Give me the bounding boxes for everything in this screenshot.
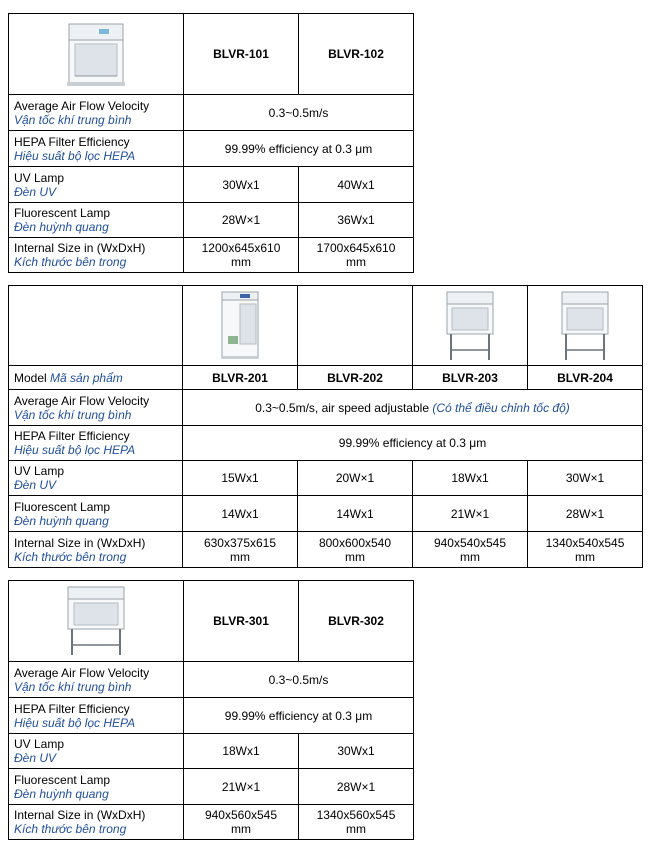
spec-label-uv	[9, 167, 184, 203]
fluorescent-value: 14Wx1	[183, 496, 298, 532]
empty-image-cell	[298, 286, 413, 366]
airflow-value: 0.3~0.5m/s, air speed adjustable (Có thể điều chỉnh tốc độ)	[183, 390, 643, 426]
hepa-value: 99.99% efficiency at 0.3 μm	[184, 131, 414, 167]
empty-header-cell	[9, 286, 183, 366]
stand-cabinet-icon	[60, 585, 132, 657]
model-name: BLVR-101	[184, 14, 299, 95]
label-vi: Mã sản phẩm	[50, 370, 123, 385]
fluorescent-value: 28W×1	[299, 769, 414, 805]
label-vi: Vận tốc khí trung bình	[14, 407, 132, 422]
label-vi: Hiệu suất bộ lọc HEPA	[14, 443, 136, 457]
label-vi: Đèn UV	[14, 184, 57, 199]
product-image-cell	[9, 581, 184, 662]
stand-cabinet-icon	[441, 290, 499, 362]
label-vi: Hiệu suất bộ lọc HEPA	[14, 715, 136, 730]
label-en: HEPA Filter Efficiency	[14, 701, 130, 716]
uv-value: 15Wx1	[183, 461, 298, 496]
product-image-cell	[528, 286, 643, 366]
spec-table-1	[8, 13, 414, 273]
model-name: BLVR-201	[183, 366, 298, 390]
spec-label-size	[9, 238, 184, 273]
airflow-value: 0.3~0.5m/s	[184, 95, 414, 131]
label-en: Internal Size in (WxDxH)	[14, 241, 146, 255]
label-en: Model	[14, 370, 47, 385]
model-name: BLVR-204	[528, 366, 643, 390]
size-value: 630x375x615 mm	[183, 532, 298, 568]
spec-label-fluorescent	[9, 203, 184, 238]
label-en: Internal Size in (WxDxH)	[14, 535, 146, 550]
model-name: BLVR-203	[413, 366, 528, 390]
uv-value: 20W×1	[298, 461, 413, 496]
product-image-cell	[413, 286, 528, 366]
spec-table-3	[8, 580, 414, 840]
label-en: Fluorescent Lamp	[14, 206, 111, 220]
spec-table-2	[8, 285, 643, 568]
label-vi: Vận tốc khí trung bình	[14, 679, 132, 694]
spec-label-fluorescent	[9, 496, 183, 532]
spec-label-airflow	[9, 662, 184, 698]
fluorescent-value: 14Wx1	[298, 496, 413, 532]
uv-value: 18Wx1	[413, 461, 528, 496]
label-en: Average Air Flow Velocity	[14, 393, 150, 408]
uv-value: 30Wx1	[184, 167, 299, 203]
stand-cabinet-icon	[556, 290, 614, 362]
hepa-value: 99.99% efficiency at 0.3 μm	[184, 698, 414, 734]
fluorescent-value: 28W×1	[528, 496, 643, 532]
spec-label-size	[9, 805, 184, 840]
fluorescent-value: 21W×1	[413, 496, 528, 532]
uv-value: 30W×1	[528, 461, 643, 496]
label-en: UV Lamp	[14, 737, 65, 751]
model-name: BLVR-301	[184, 581, 299, 662]
label-en: HEPA Filter Efficiency	[14, 134, 130, 149]
spec-label-airflow	[9, 390, 183, 426]
model-name: BLVR-302	[299, 581, 414, 662]
label-vi: Đèn UV	[14, 478, 57, 492]
label-en: Average Air Flow Velocity	[14, 98, 150, 113]
size-value: 940x560x545 mm	[184, 805, 299, 840]
fluorescent-value: 21W×1	[184, 769, 299, 805]
product-image-cell	[9, 14, 184, 95]
model-name: BLVR-202	[298, 366, 413, 390]
uv-value: 40Wx1	[299, 167, 414, 203]
spec-label-uv	[9, 734, 184, 769]
spec-label-uv	[9, 461, 183, 496]
label-en: UV Lamp	[14, 464, 65, 478]
fluorescent-value: 36Wx1	[299, 203, 414, 238]
label-vi: Vận tốc khí trung bình	[14, 112, 132, 127]
label-vi: Đèn huỳnh quang	[14, 513, 109, 528]
uv-value: 18Wx1	[184, 734, 299, 769]
size-value: 1340x560x545 mm	[299, 805, 414, 840]
label-vi: Đèn UV	[14, 751, 57, 765]
product-image-cell	[183, 286, 298, 366]
spec-label-size	[9, 532, 183, 568]
label-en: Fluorescent Lamp	[14, 772, 111, 787]
size-value: 940x540x545 mm	[413, 532, 528, 568]
label-en: Fluorescent Lamp	[14, 499, 111, 514]
benchtop-cabinet-icon	[59, 20, 133, 88]
size-value: 800x600x540 mm	[298, 532, 413, 568]
label-en: HEPA Filter Efficiency	[14, 429, 130, 443]
size-value: 1700x645x610 mm	[299, 238, 414, 273]
uv-value: 30Wx1	[299, 734, 414, 769]
spec-label-airflow	[9, 95, 184, 131]
label-vi: Kích thước bên trong	[14, 255, 127, 269]
label-vi: Hiệu suất bộ lọc HEPA	[14, 148, 136, 163]
fluorescent-value: 28W×1	[184, 203, 299, 238]
label-vi: Kích thước bên trong	[14, 822, 127, 836]
label-vi: Đèn huỳnh quang	[14, 786, 109, 801]
airflow-value: 0.3~0.5m/s	[184, 662, 414, 698]
label-vi: Đèn huỳnh quang	[14, 220, 109, 234]
size-value: 1200x645x610 mm	[184, 238, 299, 273]
label-en: Average Air Flow Velocity	[14, 665, 150, 680]
spec-label-hepa	[9, 698, 184, 734]
spec-label-hepa	[9, 131, 184, 167]
label-vi: Kích thước bên trong	[14, 549, 127, 564]
tall-cabinet-icon	[218, 290, 262, 362]
spec-label-hepa	[9, 426, 183, 461]
size-value: 1340x540x545 mm	[528, 532, 643, 568]
label-en: Internal Size in (WxDxH)	[14, 808, 146, 822]
spec-label-fluorescent	[9, 769, 184, 805]
model-name: BLVR-102	[299, 14, 414, 95]
spec-label-model	[9, 366, 183, 390]
hepa-value: 99.99% efficiency at 0.3 μm	[183, 426, 643, 461]
label-en: UV Lamp	[14, 170, 65, 185]
